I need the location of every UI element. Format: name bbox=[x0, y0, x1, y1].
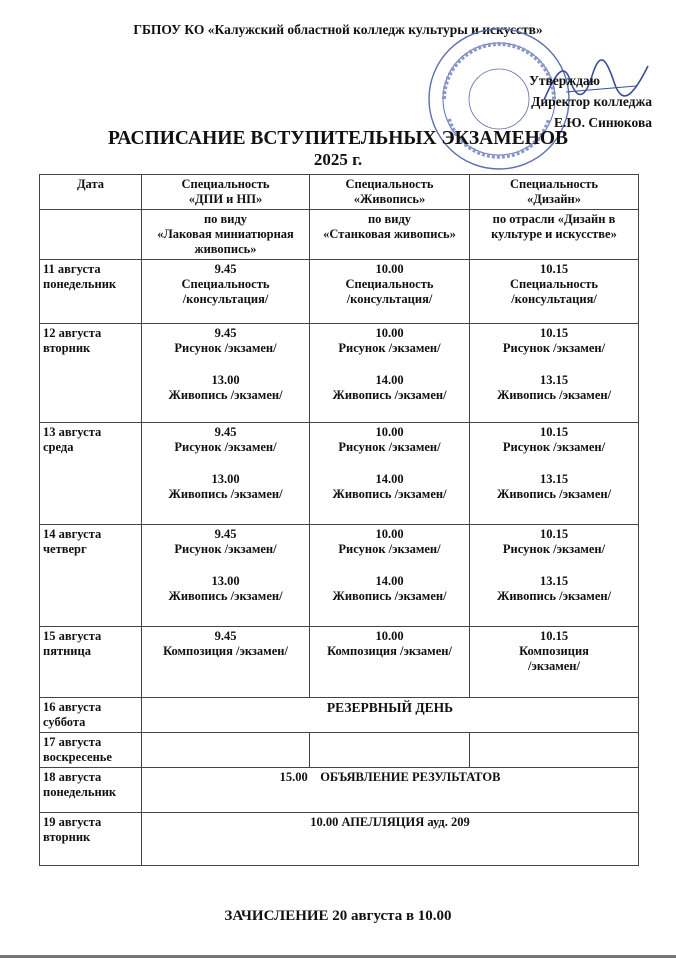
table-row bbox=[40, 627, 639, 698]
exam-entry: 10.15 Рисунок /экзамен/ bbox=[502, 326, 606, 355]
exam-cell: 10.00 Специальность /консультация/ bbox=[310, 260, 470, 324]
exam-entry: 13.15 Живопись /экзамен/ bbox=[496, 574, 612, 603]
appeal-cell: 10.00 АПЕЛЛЯЦИЯ ауд. 209 bbox=[142, 813, 639, 866]
subheader-design: по отрасли «Дизайн в культуре и искусстве» bbox=[470, 210, 639, 260]
exam-cell bbox=[142, 423, 310, 525]
exam-entry: 10.15 Рисунок /экзамен/ bbox=[502, 425, 606, 454]
exam-cell bbox=[310, 423, 470, 525]
table-row bbox=[40, 733, 639, 768]
date-cell: 15 августа пятница bbox=[40, 627, 142, 698]
empty-cell bbox=[310, 733, 470, 768]
exam-entry: 10.15 Рисунок /экзамен/ bbox=[502, 527, 606, 556]
date-cell: 17 августа воскресенье bbox=[40, 733, 142, 768]
exam-cell bbox=[470, 525, 639, 627]
approve-label: Утверждаю bbox=[528, 73, 600, 88]
exam-cell: 10.00 Композиция /экзамен/ bbox=[310, 627, 470, 698]
subheader-empty bbox=[40, 210, 142, 260]
exam-entry: 9.45 Рисунок /экзамен/ bbox=[174, 326, 277, 355]
table-subheader-row bbox=[40, 210, 639, 260]
exam-cell: 9.45 Композиция /экзамен/ bbox=[142, 627, 310, 698]
exam-cell bbox=[142, 324, 310, 423]
exam-cell: 10.15 Композиция /экзамен/ bbox=[470, 627, 639, 698]
organization-name: ГБПОУ КО «Калужский областной колледж культуры и искусств» bbox=[133, 22, 543, 37]
subheader-dpi: по виду «Лаковая миниатюрная живопись» bbox=[142, 210, 310, 260]
exam-entry: 13.15 Живопись /экзамен/ bbox=[496, 472, 612, 501]
exam-entry: 10.00 Рисунок /экзамен/ bbox=[338, 326, 441, 355]
page-title: РАСПИСАНИЕ ВСТУПИТЕЛЬНЫХ ЭКЗАМЕНОВ bbox=[107, 128, 569, 149]
exam-cell: 9.45 Специальность /консультация/ bbox=[142, 260, 310, 324]
date-cell: 18 августа понедельник bbox=[40, 768, 142, 813]
exam-cell bbox=[142, 525, 310, 627]
date-cell: 13 августа среда bbox=[40, 423, 142, 525]
enrollment-note: ЗАЧИСЛЕНИЕ 20 августа в 10.00 bbox=[224, 908, 452, 924]
header-spec-design: Специальность «Дизайн» bbox=[470, 175, 639, 210]
date-cell: 19 августа вторник bbox=[40, 813, 142, 866]
exam-entry: 13.00 Живопись /экзамен/ bbox=[168, 472, 283, 501]
header-date: Дата bbox=[40, 175, 142, 210]
header-spec-dpi: Специальность «ДПИ и НП» bbox=[142, 175, 310, 210]
table-row bbox=[40, 324, 639, 423]
exam-entry: 13.00 Живопись /экзамен/ bbox=[168, 574, 283, 603]
exam-entry: 9.45 Рисунок /экзамен/ bbox=[174, 425, 277, 454]
exam-cell: 10.15 Специальность /консультация/ bbox=[470, 260, 639, 324]
table-row bbox=[40, 813, 639, 866]
director-name: Е.Ю. Синюкова bbox=[553, 115, 652, 130]
date-cell: 16 августа суббота bbox=[40, 698, 142, 733]
exam-entry: 14.00 Живопись /экзамен/ bbox=[332, 472, 447, 501]
table-row bbox=[40, 698, 639, 733]
date-cell: 14 августа четверг bbox=[40, 525, 142, 627]
exam-entry: 10.00 Рисунок /экзамен/ bbox=[338, 527, 441, 556]
exam-cell bbox=[310, 324, 470, 423]
empty-cell bbox=[470, 733, 639, 768]
results-announcement-cell: 15.00 ОБЪЯВЛЕНИЕ РЕЗУЛЬТАТОВ bbox=[142, 768, 639, 813]
date-cell: 11 августа понедельник bbox=[40, 260, 142, 324]
table-row bbox=[40, 768, 639, 813]
table-row bbox=[40, 260, 639, 324]
year-subtitle: 2025 г. bbox=[313, 150, 363, 169]
exam-cell bbox=[310, 525, 470, 627]
exam-cell bbox=[470, 324, 639, 423]
exam-cell bbox=[470, 423, 639, 525]
approval-block bbox=[529, 70, 652, 133]
exam-entry: 13.00 Живопись /экзамен/ bbox=[168, 373, 283, 402]
exam-entry: 14.00 Живопись /экзамен/ bbox=[332, 574, 447, 603]
table-row bbox=[40, 423, 639, 525]
exam-entry: 9.45 Рисунок /экзамен/ bbox=[174, 527, 277, 556]
table-row bbox=[40, 525, 639, 627]
header-spec-painting: Специальность «Живопись» bbox=[310, 175, 470, 210]
date-cell: 12 августа вторник bbox=[40, 324, 142, 423]
exam-entry: 10.00 Рисунок /экзамен/ bbox=[338, 425, 441, 454]
exam-schedule-table bbox=[39, 174, 639, 866]
empty-cell bbox=[142, 733, 310, 768]
exam-entry: 13.15 Живопись /экзамен/ bbox=[496, 373, 612, 402]
subheader-painting: по виду «Станковая живопись» bbox=[310, 210, 470, 260]
director-label: Директор колледжа bbox=[531, 94, 652, 109]
table-header-row bbox=[40, 175, 639, 210]
reserve-day-cell: РЕЗЕРВНЫЙ ДЕНЬ bbox=[142, 698, 639, 733]
exam-entry: 14.00 Живопись /экзамен/ bbox=[332, 373, 447, 402]
